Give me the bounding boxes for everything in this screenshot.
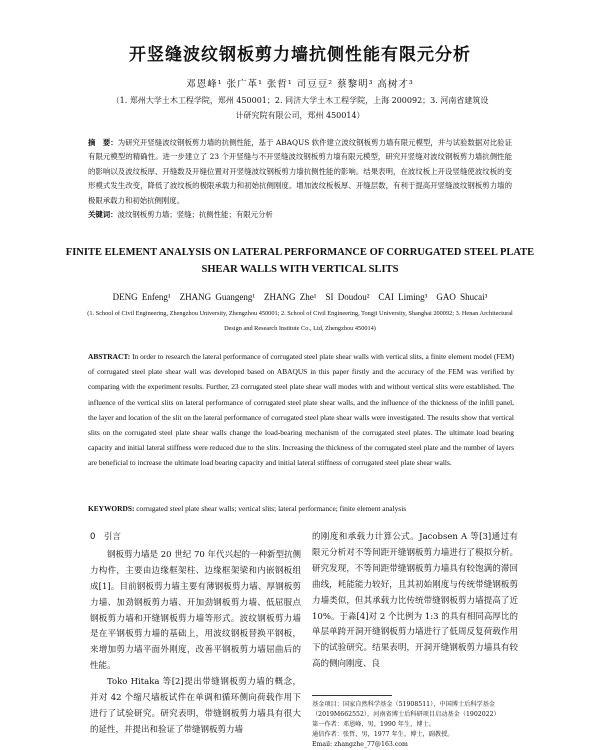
keywords-english [88,504,514,513]
keywords-chinese [88,209,512,220]
footnote [312,700,518,750]
footnote-divider [312,695,392,696]
abstract-chinese-text: 为研究开竖缝波纹钢板剪力墙的抗侧性能，基于 ABAQUS 软件建立波纹钢板剪力墙有限元模型，并与试验数据对比验证有限元模型的精确性。进一步建立了 23 个开竖缝与不开竖缝波纹钢板剪力墙有限元模型，研究开竖缝对波纹钢板剪力墙抗侧性能的影响以及波纹板厚、开缝数及开缝位置对开竖缝波纹钢板剪力墙抗侧性能的影响。结果表明，在波纹板上开设竖缝使波纹板的变形模式发生改变，降低了波纹板的极限承载力和初始抗侧刚度。增加波纹板板厚、开缝层数，有利于提高开竖缝波纹钢板剪力墙的极限承载力和初始抗侧刚度。 [88,138,512,205]
abstract-chinese-label: 摘 要： [88,138,118,147]
keywords-english-text: corrugated steel plate shear walls; vertical slits; lateral performance; finite element analysis [136,504,407,513]
body-paragraph: Toko Hitaka 等[2]提出带缝钢板剪力墙的概念，并对 42 个缩尺墙板试件在单调和循环侧向荷载作用下进行了试验研究。研究表明，带缝钢板剪力墙具有很大的延性，并提出和验证了带缝钢板剪力墙 [90,677,301,735]
title-chinese: 开竖缝波纹钢板剪力墙抗侧性能有限元分析 [129,45,471,65]
footnote-email: Email: zhangzhe_77@163.com [312,741,408,748]
body-right-column [312,530,518,673]
authors-english: DENG Enfeng¹ ZHANG Guangeng¹ ZHANG Zhe¹ SI Doudou² CAI Liming³ GAO Shucai³ [112,292,488,302]
abstract-english [88,349,514,471]
affiliation-english: (1. School of Civil Engineering, Zhengzhou University, Zhengzhou 450001; 2. School of Civil Engineering, Tongji University, Shanghai 200092; 3. Henan Architectural Design and Research Institute Co., Ltd, Zhengzhou 450014) [87,310,513,332]
body-left-column [90,530,301,739]
keywords-chinese-label: 关键词： [88,210,118,219]
footnote-funding: 基金项目：国家自然科学基金（51908511），中国博士后科学基金（2019M662552），河南省博士后科研项目启动基金（1902022） [312,701,500,718]
abstract-chinese [88,136,512,208]
authors-chinese: 邓恩峰¹ 张广革¹ 张哲¹ 司豆豆² 蔡黎明³ 高树才³ [186,79,414,90]
footnote-corresponding-author: 通信作者：张哲，男，1977 年生，博士，副教授。 [312,731,454,738]
abstract-english-text: In order to research the lateral performance of corrugated steel plate shear walls with vertical slits, a finite element model (FEM) of corrugated steel plate shear wall was developed based on ABAQUS in this paper firstly and the accuracy of the FEM was verified by comparing with the experiment results. Further, 23 corrugated steel plate shear wall modes with and without vertical slits were established. The influence of the vertical slits on lateral performance of corrugated steel plate shear walls, and the influence of the thickness of the infill panel, the layer and location of the slit on the lateral performance of corrugated steel plate shear walls were investigated. The results show that vertical slits on the corrugated steel plate shear walls change the load-bearing mechanism of the corrugated steel plates. The ultimate load bearing capacity and initial lateral stiffness were reduced due to the slits. Increasing the thickness of the corrugated steel plate and the number of layers are beneficial to increase the ultimate load bearing capacity and initial lateral stiffness of corrugated steel plate shear walls. [88,352,514,468]
keywords-english-label: KEYWORDS: [88,504,135,513]
abstract-english-label: ABSTRACT: [88,352,131,361]
footnote-first-author: 第一作者：邓恩峰，男，1990 年生，博士。 [312,721,435,728]
title-english: FINITE ELEMENT ANALYSIS ON LATERAL PERFORMANCE OF CORRUGATED STEEL PLATE SHEAR WALLS WITH VERTICAL SLITS [65,247,535,275]
section-heading-introduction: 0 引言 [90,532,121,542]
keywords-chinese-text: 波纹钢板剪力墙；竖缝；抗侧性能；有限元分析 [117,210,273,219]
affiliation-chinese: （1. 郑州大学土木工程学院，郑州 450001；2. 同济大学土木工程学院，上海 200092；3. 河南省建筑设计研究院有限公司，郑州 450014） [111,96,489,120]
body-paragraph: 的刚度和承载力计算公式。Jacobsen A 等[3]通过有限元分析对不等间距开缝钢板剪力墙进行了模拟分析。研究发现，不等间距带缝钢板剪力墙具有较饱满的滞回曲线，耗能能力较好，且其初始刚度与传统带缝钢板剪力墙类似，但其承载力比传统带缝钢板剪力墙提高了近 10%。于淼[4]对 2 个比例为 1:3 的具有相同高厚比的单层单跨开洞开缝钢板剪力墙进行了低周反复荷载作用下的试验研究。结果表明，开洞开缝钢板剪力墙具有较高的侧向刚度、良 [312,532,518,670]
body-paragraph: 钢板剪力墙是 20 世纪 70 年代兴起的一种新型抗侧力构件，主要由边缘框架柱、边缘框架梁和内嵌钢板组成[1]。目前钢板剪力墙主要有薄钢板剪力墙、厚钢板剪力墙、加劲钢板剪力墙、开加劲钢板剪力墙、低屈服点钢板剪力墙和开缝钢板剪力墙等形式。波纹钢板剪力墙是在平钢板剪力墙的基础上，用波纹钢板替换平钢板，来增加剪力墙平面外刚度，改善平钢板剪力墙屈曲后的性能。 [90,549,301,672]
